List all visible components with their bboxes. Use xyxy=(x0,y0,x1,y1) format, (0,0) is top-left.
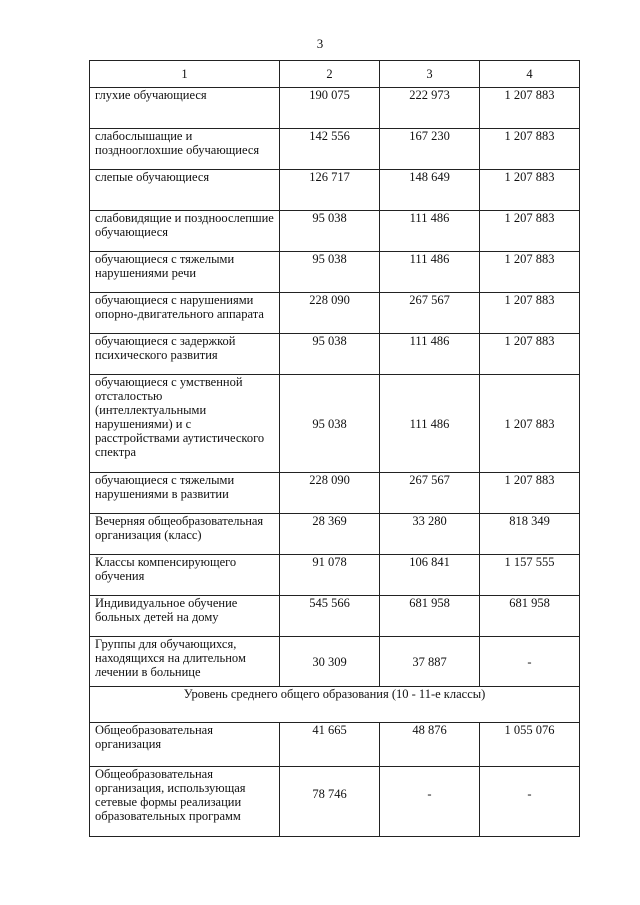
column-header: 2 xyxy=(280,61,380,88)
row-label: Классы компенсирующего обучения xyxy=(90,555,280,596)
page-number: 3 xyxy=(316,36,324,51)
table-row xyxy=(90,596,580,637)
row-label: Индивидуальное обучение больных детей на дому xyxy=(90,596,280,637)
value-col2: 142 556 xyxy=(280,129,380,170)
row-label: слабослышащие и позднооглохшие обучающиеся xyxy=(90,129,280,170)
row-label: слепые обучающиеся xyxy=(90,170,280,211)
table-row xyxy=(90,555,580,596)
value-col4: - xyxy=(480,767,580,837)
value-col4: 1 207 883 xyxy=(480,170,580,211)
value-col3: 33 280 xyxy=(380,514,480,555)
value-col4: 1 207 883 xyxy=(480,252,580,293)
table-row xyxy=(90,637,580,687)
table-row xyxy=(90,252,580,293)
value-col4: 1 055 076 xyxy=(480,723,580,767)
value-col3: 111 486 xyxy=(380,211,480,252)
value-col2: 126 717 xyxy=(280,170,380,211)
row-label: обучающиеся с тяжелыми нарушениями в развитии xyxy=(90,473,280,514)
row-label: обучающиеся с умственной отсталостью (интеллектуальными нарушениями) и с расстройствами аутистического спектра xyxy=(90,375,280,473)
value-col4: 818 349 xyxy=(480,514,580,555)
value-col4: 1 207 883 xyxy=(480,334,580,375)
value-col3: 111 486 xyxy=(380,252,480,293)
value-col2: 95 038 xyxy=(280,375,380,473)
table-row xyxy=(90,129,580,170)
value-col4: - xyxy=(480,637,580,687)
value-col2: 95 038 xyxy=(280,334,380,375)
value-col3: 681 958 xyxy=(380,596,480,637)
row-label: Группы для обучающихся, находящихся на длительном лечении в больнице xyxy=(90,637,280,687)
value-col3: 267 567 xyxy=(380,473,480,514)
value-col3: 48 876 xyxy=(380,723,480,767)
section-row xyxy=(90,687,580,723)
value-col3: 106 841 xyxy=(380,555,480,596)
table-row xyxy=(90,723,580,767)
value-col2: 190 075 xyxy=(280,88,380,129)
value-col3: 267 567 xyxy=(380,293,480,334)
table-row xyxy=(90,473,580,514)
value-col4: 1 207 883 xyxy=(480,375,580,473)
row-label: слабовидящие и поздноослепшие обучающиеся xyxy=(90,211,280,252)
value-col4: 681 958 xyxy=(480,596,580,637)
value-col2: 28 369 xyxy=(280,514,380,555)
value-col2: 228 090 xyxy=(280,293,380,334)
value-col2: 41 665 xyxy=(280,723,380,767)
value-col3: 37 887 xyxy=(380,637,480,687)
row-label: обучающиеся с задержкой психического развития xyxy=(90,334,280,375)
table-row xyxy=(90,514,580,555)
value-col2: 95 038 xyxy=(280,252,380,293)
value-col4: 1 207 883 xyxy=(480,211,580,252)
value-col2: 30 309 xyxy=(280,637,380,687)
value-col4: 1 207 883 xyxy=(480,473,580,514)
value-col3: 111 486 xyxy=(380,334,480,375)
table-row xyxy=(90,88,580,129)
table-row xyxy=(90,293,580,334)
value-col3: 111 486 xyxy=(380,375,480,473)
value-col4: 1 207 883 xyxy=(480,129,580,170)
table-row xyxy=(90,334,580,375)
table-row xyxy=(90,211,580,252)
column-header: 1 xyxy=(90,61,280,88)
value-col2: 228 090 xyxy=(280,473,380,514)
row-label: глухие обучающиеся xyxy=(90,88,280,129)
row-label: обучающиеся с тяжелыми нарушениями речи xyxy=(90,252,280,293)
table-row xyxy=(90,767,580,837)
value-col3: 167 230 xyxy=(380,129,480,170)
section-title: Уровень среднего общего образования (10 - 11-е классы) xyxy=(90,687,580,723)
value-col4: 1 157 555 xyxy=(480,555,580,596)
table-row xyxy=(90,170,580,211)
row-label: Общеобразовательная организация xyxy=(90,723,280,767)
value-col2: 95 038 xyxy=(280,211,380,252)
value-col4: 1 207 883 xyxy=(480,293,580,334)
value-col3: 148 649 xyxy=(380,170,480,211)
column-header: 3 xyxy=(380,61,480,88)
value-col3: - xyxy=(380,767,480,837)
value-col3: 222 973 xyxy=(380,88,480,129)
funding-table xyxy=(89,60,580,837)
value-col2: 545 566 xyxy=(280,596,380,637)
column-header: 4 xyxy=(480,61,580,88)
value-col2: 91 078 xyxy=(280,555,380,596)
table-header-row xyxy=(90,61,580,88)
value-col4: 1 207 883 xyxy=(480,88,580,129)
table-row xyxy=(90,375,580,473)
value-col2: 78 746 xyxy=(280,767,380,837)
row-label: Общеобразовательная организация, использующая сетевые формы реализации образовательных программ xyxy=(90,767,280,837)
row-label: обучающиеся с нарушениями опорно-двигательного аппарата xyxy=(90,293,280,334)
row-label: Вечерняя общеобразовательная организация (класс) xyxy=(90,514,280,555)
